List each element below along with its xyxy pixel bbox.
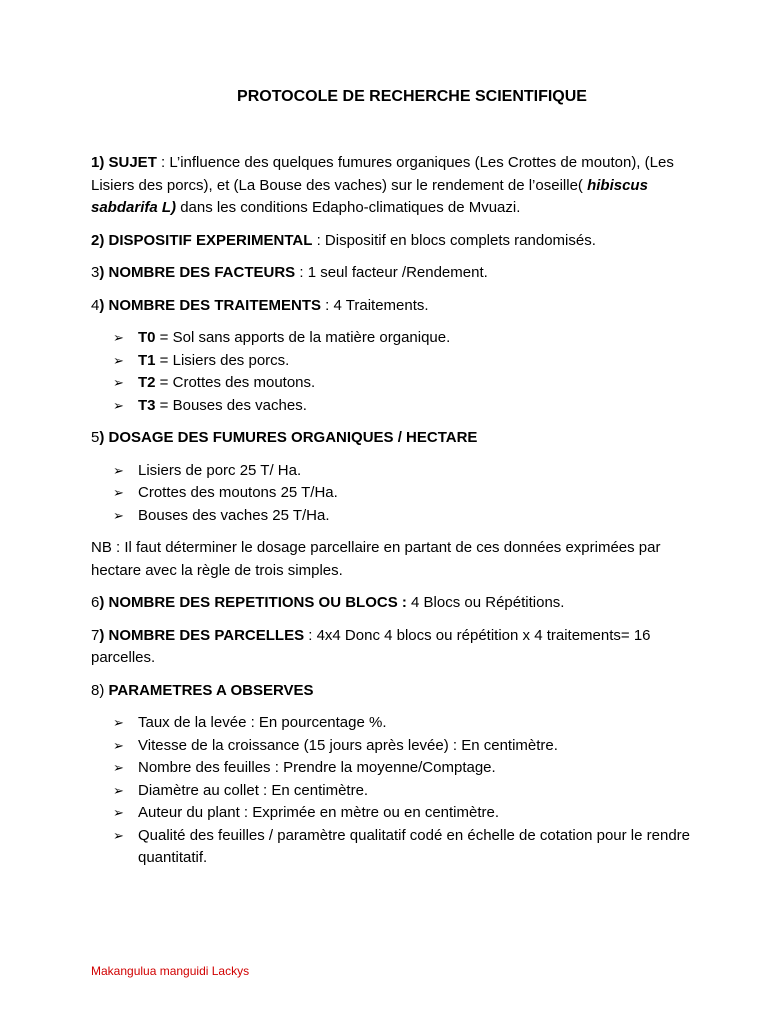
section-number: 8) — [91, 681, 109, 699]
arrow-right-icon: ➢ — [113, 737, 124, 753]
list-item-text: Nombre des feuilles : Prendre la moyenne/Comptage. — [138, 759, 496, 776]
section-label: 1) SUJET — [91, 154, 157, 171]
section-label: ) NOMBRE DES PARCELLES — [99, 626, 305, 644]
list-item — [91, 735, 691, 758]
list-item — [91, 712, 691, 735]
arrow-right-icon: ➢ — [113, 485, 124, 500]
list-item-text: Vitesse de la croissance (15 jours après levée) : En centimètre. — [138, 736, 558, 754]
list-item-text: Qualité des feuilles / paramètre qualitatif codé en échelle de cotation pour le rendre quantitatif. — [138, 826, 691, 866]
treatment-code: T0 — [138, 329, 156, 346]
section-number: 6 — [91, 594, 100, 611]
section-text: : 1 seul facteur /Rendement. — [295, 264, 488, 281]
list-item-text: Lisiers de porc 25 T/ Ha. — [138, 461, 302, 479]
section-number: 7 — [91, 626, 100, 644]
section-parcelles — [91, 625, 691, 670]
treatment-code: T1 — [138, 351, 156, 369]
section-number: 4 — [91, 296, 100, 314]
list-item-text: Crottes des moutons 25 T/Ha. — [138, 484, 338, 501]
treatment-text: = Bouses des vaches. — [155, 396, 307, 414]
section-label: 2) DISPOSITIF EXPERIMENTAL — [91, 231, 313, 249]
list-item-text: Bouses des vaches 25 T/Ha. — [138, 506, 330, 524]
section-dosage — [91, 427, 691, 450]
list-item — [91, 460, 691, 483]
list-item — [91, 825, 691, 870]
arrow-right-icon: ➢ — [113, 715, 124, 730]
species-name: hibiscus sabdarifa L) — [91, 176, 648, 216]
section-number: 5 — [91, 429, 100, 446]
parameters-list — [91, 712, 691, 870]
treatments-list — [91, 327, 691, 417]
section-traitements — [91, 295, 691, 318]
treatment-code: T2 — [138, 374, 156, 391]
section-dispositif — [91, 230, 691, 253]
arrow-right-icon: ➢ — [113, 375, 124, 390]
nb-note: NB : Il faut déterminer le dosage parcellaire en partant de ces données exprimées par hectare avec la règle de trois simples. — [91, 539, 661, 579]
section-text: 4 Blocs ou Répétitions. — [406, 594, 565, 611]
list-item — [91, 780, 691, 803]
document-title: PROTOCOLE DE RECHERCHE SCIENTIFIQUE — [237, 88, 587, 105]
section-text: dans les conditions Edapho-climatiques de Mvuazi. — [176, 199, 521, 216]
section-text: : 4x4 Donc 4 blocs ou répétition x 4 traitements= 16 parcelles. — [91, 626, 651, 666]
treatment-text: = Sol sans apports de la matière organique. — [155, 329, 451, 346]
arrow-right-icon: ➢ — [113, 397, 124, 413]
section-label: PARAMETRES A OBSERVES — [108, 681, 314, 699]
section-parametres — [91, 680, 691, 703]
arrow-right-icon: ➢ — [113, 827, 124, 843]
list-item-text: Auteur du plant : Exprimée en mètre ou en centimètre. — [138, 804, 500, 821]
treatment-code: T3 — [138, 396, 156, 414]
section-sujet — [91, 152, 691, 220]
section-label: ) NOMBRE DES FACTEURS — [99, 264, 296, 281]
section-facteurs — [91, 262, 691, 285]
list-item — [91, 395, 691, 418]
section-text: : 4 Traitements. — [321, 296, 429, 314]
arrow-right-icon: ➢ — [113, 330, 124, 345]
section-label: ) NOMBRE DES REPETITIONS OU BLOCS : — [99, 594, 407, 611]
list-item — [91, 505, 691, 528]
dosage-list — [91, 460, 691, 528]
author-footer: Makangulua manguidi Lackys — [91, 964, 250, 978]
list-item — [91, 482, 691, 505]
section-label: ) NOMBRE DES TRAITEMENTS — [99, 296, 322, 314]
arrow-right-icon: ➢ — [113, 507, 124, 523]
treatment-text: = Lisiers des porcs. — [155, 351, 290, 369]
list-item — [91, 350, 691, 373]
section-text: : Dispositif en blocs complets randomisés. — [312, 231, 596, 249]
document-body — [91, 152, 691, 880]
arrow-right-icon: ➢ — [113, 760, 124, 775]
arrow-right-icon: ➢ — [113, 462, 124, 478]
list-item — [91, 802, 691, 825]
arrow-right-icon: ➢ — [113, 352, 124, 368]
arrow-right-icon: ➢ — [113, 805, 124, 820]
section-label: ) DOSAGE DES FUMURES ORGANIQUES / HECTARE — [99, 429, 478, 446]
section-repetitions — [91, 592, 691, 615]
list-item — [91, 757, 691, 780]
section-text: : L’influence des quelques fumures organiques (Les Crottes de mouton), (Les Lisiers des porcs), et (La Bouse des vaches) sur le rendement de l’oseille( — [91, 154, 674, 194]
list-item — [91, 372, 691, 395]
list-item — [91, 327, 691, 350]
list-item-text: Taux de la levée : En pourcentage %. — [138, 714, 387, 731]
arrow-right-icon: ➢ — [113, 782, 124, 798]
treatment-text: = Crottes des moutons. — [155, 374, 316, 391]
section-number: 3 — [91, 264, 100, 281]
list-item-text: Diamètre au collet : En centimètre. — [138, 781, 369, 799]
